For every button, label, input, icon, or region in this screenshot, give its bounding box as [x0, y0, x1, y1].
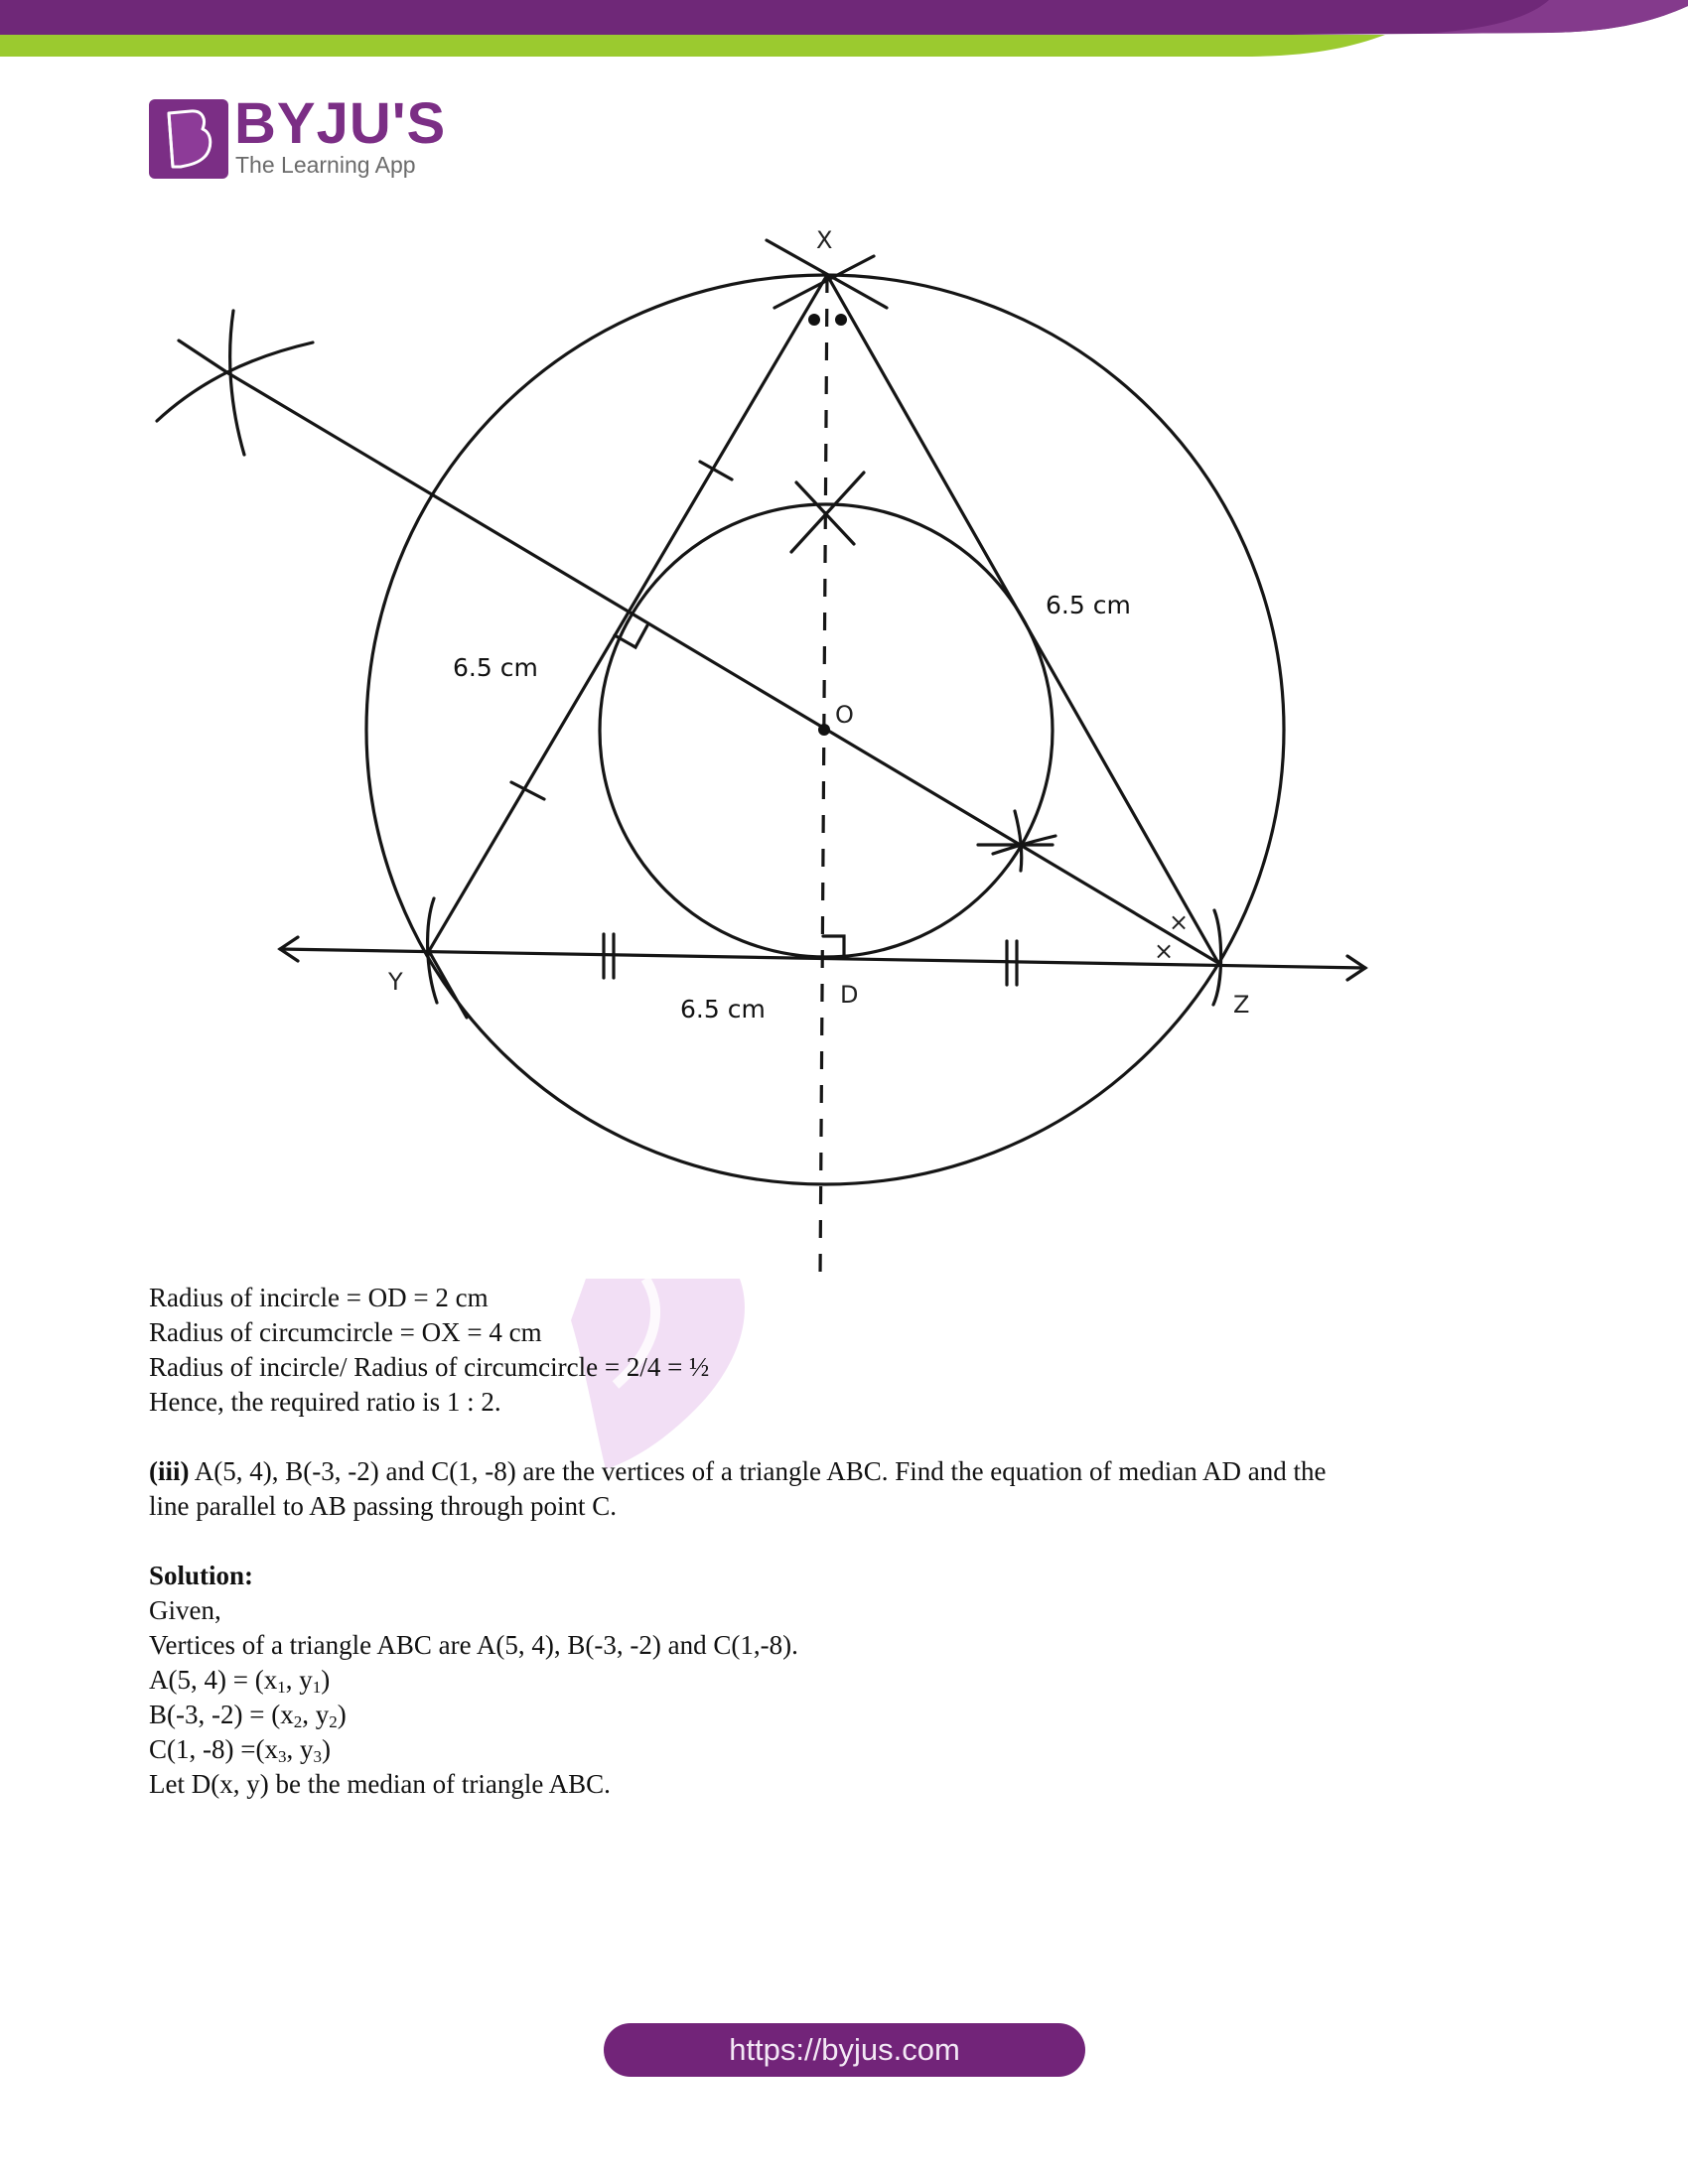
- solution-line: Let D(x, y) be the median of triangle ABC.: [149, 1769, 611, 1799]
- angle-mark-dot: [835, 314, 847, 326]
- footer-url-link[interactable]: [604, 2023, 1085, 2077]
- vertex-label-z: Z: [1233, 991, 1250, 1019]
- question-number: (iii): [149, 1456, 190, 1486]
- result-block: [149, 1281, 709, 1420]
- angle-bisector-dashed: [820, 275, 827, 1278]
- question-text-continued: line parallel to AB passing through point C.: [149, 1491, 617, 1521]
- angle-mark-x1: ×: [1169, 908, 1190, 936]
- logo-name: BYJU'S: [234, 91, 447, 156]
- angle-mark-x2: ×: [1154, 937, 1175, 965]
- construction-line: [179, 341, 228, 373]
- result-line: Radius of incircle = OD = 2 cm: [149, 1283, 489, 1312]
- coordinate-line-a: A(5, $4) = (x_1$, $y_1$): [149, 1665, 331, 1697]
- point-label-o: O: [835, 701, 854, 729]
- solution-line: Vertices of a triangle ABC are A(5, 4), B(-3, -2) and C(1,-8).: [149, 1630, 798, 1660]
- result-line: Radius of circumcircle = OX = 4 cm: [149, 1317, 542, 1347]
- vertex-label-x: X: [816, 226, 833, 254]
- right-angle-mark-d: [823, 936, 844, 958]
- perpendicular-bisector: [228, 373, 1218, 963]
- construction-line: [791, 473, 864, 552]
- coordinate-line-b: B(-3, $-2) = (x_2$, $y_2$): [149, 1700, 347, 1731]
- side-label-yz: 6.5 cm: [680, 995, 766, 1024]
- footer-url-text: https://byjus.com: [729, 2032, 960, 2067]
- coordinate-line-c: C(1, $-8) =(x_3$, $y_3$): [149, 1734, 331, 1766]
- solution-heading: Solution:: [149, 1561, 254, 1590]
- question-text: A(5, 4), B(-3, -2) and C(1, -8) are the vertices of a triangle ABC. Find the equation of median AD and the: [189, 1456, 1327, 1486]
- result-line: Radius of incircle/ Radius of circumcircle = 2/4 = ½: [149, 1352, 710, 1382]
- result-line: Hence, the required ratio is 1 : 2.: [149, 1387, 501, 1417]
- logo-tagline: The Learning App: [235, 152, 416, 178]
- vertex-label-y: Y: [388, 968, 403, 996]
- solution-block: [149, 1559, 798, 1802]
- angle-mark-dot: [808, 314, 820, 326]
- side-label-xy: 6.5 cm: [453, 653, 538, 682]
- solution-line: Given,: [149, 1595, 221, 1625]
- question-block: [149, 1454, 1326, 1524]
- construction-line: [429, 951, 467, 1018]
- center-point-o: [818, 724, 830, 736]
- point-label-d: D: [840, 981, 859, 1009]
- construction-line: [774, 256, 874, 308]
- side-label-xz: 6.5 cm: [1046, 591, 1131, 619]
